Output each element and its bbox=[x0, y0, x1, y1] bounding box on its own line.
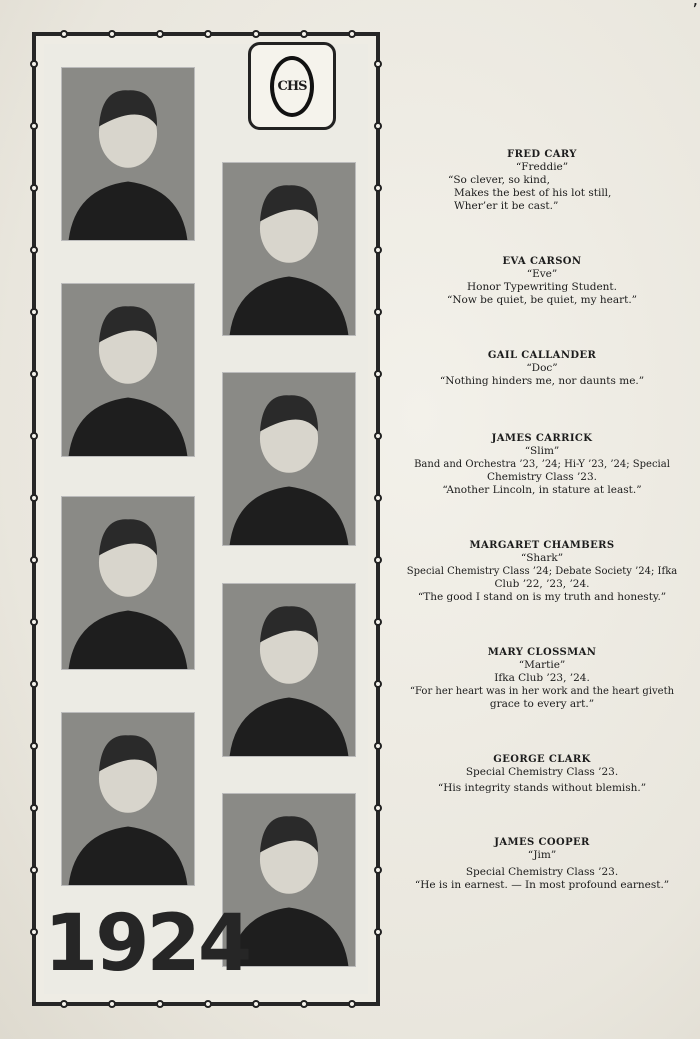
bio-line: “For her heart was in her work and the heart giveth bbox=[409, 686, 675, 697]
portrait-silhouette bbox=[223, 373, 355, 545]
border-dot bbox=[30, 494, 38, 502]
school-monogram-logo bbox=[248, 42, 336, 130]
border-dot bbox=[374, 122, 382, 130]
border-dot bbox=[374, 866, 382, 874]
bio-line: “Now be quiet, be quiet, my heart.” bbox=[446, 294, 638, 306]
portrait-silhouette bbox=[223, 584, 355, 756]
border-dot bbox=[108, 30, 116, 38]
border-dot bbox=[30, 928, 38, 936]
border-dot bbox=[300, 30, 308, 38]
portrait-james-carrick bbox=[222, 372, 356, 546]
bio-james-carrick bbox=[392, 432, 692, 497]
student-nickname: “Doc” bbox=[526, 362, 558, 374]
border-dot bbox=[30, 804, 38, 812]
border-dot bbox=[30, 122, 38, 130]
bio-line: grace to every art.” bbox=[489, 698, 595, 710]
border-dot bbox=[204, 30, 212, 38]
bio-line: Club ’22, ’23, ’24. bbox=[494, 578, 590, 590]
border-dot bbox=[252, 30, 260, 38]
student-nickname: “Shark” bbox=[520, 552, 564, 564]
bio-line: Special Chemistry Class ’23. bbox=[465, 766, 619, 778]
border-dot bbox=[30, 184, 38, 192]
border-dot bbox=[300, 1000, 308, 1008]
border-dot bbox=[374, 556, 382, 564]
border-dot bbox=[374, 494, 382, 502]
bio-line: Honor Typewriting Student. bbox=[467, 281, 617, 293]
border-dot bbox=[204, 1000, 212, 1008]
student-name: JAMES CARRICK bbox=[491, 433, 593, 444]
border-dot bbox=[252, 1000, 260, 1008]
portrait-george-clark bbox=[61, 712, 195, 886]
bio-line: Ifka Club ’23, ’24. bbox=[494, 672, 590, 684]
monogram-letters: CHS bbox=[270, 56, 314, 117]
bio-george-clark bbox=[392, 753, 692, 795]
bio-line: “Nothing hinders me, nor daunts me.” bbox=[439, 375, 645, 387]
bio-line: Chemistry Class ’23. bbox=[486, 471, 598, 483]
student-name: MARGARET CHAMBERS bbox=[469, 540, 615, 551]
student-nickname: “Martie” bbox=[518, 659, 566, 671]
border-dot bbox=[374, 928, 382, 936]
border-dot bbox=[374, 680, 382, 688]
portrait-silhouette bbox=[62, 284, 194, 456]
bio-eva-carson bbox=[392, 255, 692, 307]
border-dot bbox=[374, 370, 382, 378]
border-dot bbox=[348, 1000, 356, 1008]
border-dot bbox=[374, 804, 382, 812]
border-dot bbox=[348, 30, 356, 38]
border-dot bbox=[30, 246, 38, 254]
bio-gail-callander bbox=[392, 349, 692, 388]
border-dot bbox=[60, 1000, 68, 1008]
border-dot bbox=[30, 680, 38, 688]
border-dot bbox=[156, 30, 164, 38]
bio-line: Special Chemistry Class ’24; Debate Society ’24; Ifka bbox=[406, 566, 678, 577]
student-name: FRED CARY bbox=[507, 149, 577, 160]
portrait-gail-callander bbox=[61, 283, 195, 457]
border-dot bbox=[30, 60, 38, 68]
student-nickname: “Eve” bbox=[526, 268, 558, 280]
portrait-silhouette bbox=[62, 713, 194, 885]
portrait-silhouette bbox=[62, 68, 194, 240]
border-dot bbox=[30, 618, 38, 626]
portrait-silhouette bbox=[223, 163, 355, 335]
bio-line: Band and Orchestra ’23, ’24; Hi-Y ’23, ’24; Special bbox=[414, 459, 670, 470]
student-name: GAIL CALLANDER bbox=[487, 350, 597, 361]
student-name: JAMES COOPER bbox=[494, 837, 590, 848]
border-dot bbox=[374, 60, 382, 68]
bio-line: Wher’er it be cast.” bbox=[454, 200, 559, 212]
border-dot bbox=[374, 246, 382, 254]
border-dot bbox=[374, 742, 382, 750]
border-dot bbox=[156, 1000, 164, 1008]
bio-fred-cary bbox=[392, 148, 692, 213]
border-dot bbox=[374, 308, 382, 316]
student-nickname: “Freddie” bbox=[515, 161, 569, 173]
border-dot bbox=[108, 1000, 116, 1008]
portrait-fred-cary bbox=[61, 67, 195, 241]
bio-james-cooper bbox=[392, 836, 692, 892]
portrait-margaret-chambers bbox=[61, 496, 195, 670]
bio-line: “So clever, so kind, bbox=[448, 174, 550, 186]
bio-line: Makes the best of his lot still, bbox=[454, 187, 612, 199]
student-nickname: “Slim” bbox=[524, 445, 560, 457]
student-name: MARY CLOSSMAN bbox=[487, 647, 597, 658]
student-name: EVA CARSON bbox=[502, 256, 582, 267]
bio-line: “Another Lincoln, in stature at least.” bbox=[442, 484, 642, 496]
border-dot bbox=[30, 866, 38, 874]
border-dot bbox=[30, 308, 38, 316]
border-dot bbox=[374, 184, 382, 192]
border-dot bbox=[60, 30, 68, 38]
border-dot bbox=[30, 432, 38, 440]
border-dot bbox=[30, 556, 38, 564]
border-dot bbox=[374, 432, 382, 440]
student-name: GEORGE CLARK bbox=[493, 754, 591, 765]
border-dot bbox=[374, 618, 382, 626]
class-year: 1924 bbox=[44, 899, 250, 989]
portrait-mary-clossman bbox=[222, 583, 356, 757]
bio-line: “His integrity stands without blemish.” bbox=[437, 782, 647, 794]
portrait-silhouette bbox=[62, 497, 194, 669]
border-dot bbox=[30, 370, 38, 378]
portrait-eva-carson bbox=[222, 162, 356, 336]
student-nickname: “Jim” bbox=[527, 849, 557, 861]
border-dot bbox=[30, 742, 38, 750]
page-corner-mark: ’ bbox=[692, 0, 698, 21]
bio-line: “He is in earnest. — In most profound earnest.” bbox=[414, 879, 670, 891]
bio-line: Special Chemistry Class ’23. bbox=[465, 866, 619, 878]
bio-line: “The good I stand on is my truth and honesty.” bbox=[417, 591, 667, 603]
bio-mary-clossman bbox=[392, 646, 692, 711]
bio-margaret-chambers bbox=[392, 539, 692, 604]
